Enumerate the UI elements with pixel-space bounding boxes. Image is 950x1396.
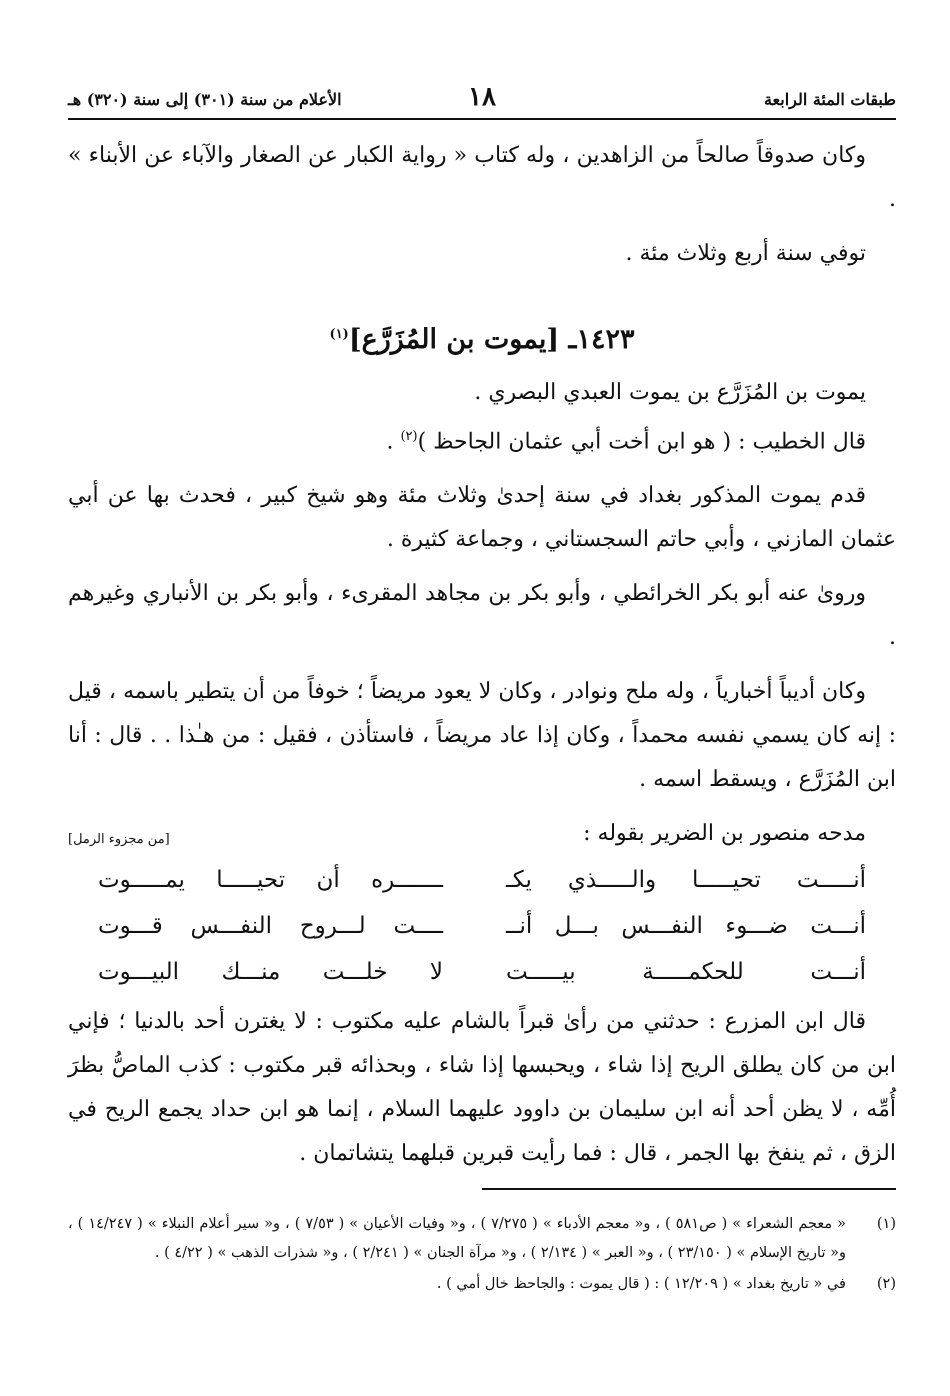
poem <box>68 858 896 996</box>
running-header <box>68 82 896 118</box>
paragraph: يموت بن المُزَرَّع بن يموت العبدي البصري . <box>474 380 866 405</box>
quote-text: قال الخطيب : ( هو ابن أخت أبي عثمان الجاحظ ) <box>417 429 866 455</box>
paragraph: وكان صدوقاً صالحاً من الزاهدين ، وله كتاب « رواية الكبار عن الصغار والآباء عن الأبناء » . <box>68 143 896 212</box>
verse-second-hemistich: ـــــــره أن تحيـــــا يمـــــوت <box>98 867 443 894</box>
header-volume-range: الأعلام من سنة (٣٠١) إلى سنة (٣٢٠) هـ <box>68 90 342 109</box>
poem-intro <box>68 812 896 856</box>
paragraph: وروىٰ عنه أبو بكر الخرائطي ، وأبو بكر بن مجاهد المقرىء ، وأبو بكر بن الأنباري وغيرهم . <box>68 581 896 651</box>
footnote-ref: (١) <box>329 327 349 342</box>
poem-meter: [من مجزوء الرمل] <box>68 832 170 848</box>
quote-end: . <box>386 429 401 455</box>
verse-first-hemistich: أنـــت ضـــوء النفـــس بـــل أنــ <box>506 913 866 940</box>
footnote <box>68 1210 896 1268</box>
poem-verse <box>68 904 896 950</box>
paragraph <box>68 415 896 464</box>
header-rule <box>68 118 896 120</box>
verse-second-hemistich: ــــت لـــروح النفـــس قـــوت <box>98 913 443 940</box>
paragraph: قدم يموت المذكور بغداد في سنة إحدىٰ وثلاث مئة وهو شيخ كبير ، فحدث بها عن أبي عثمان المازني ، وأبي حاتم السجستاني ، وجماعة كثيرة . <box>68 483 896 553</box>
footnote-rule <box>482 1188 896 1190</box>
poem-verse <box>68 950 896 996</box>
footnote-ref: (٢) <box>400 429 418 444</box>
header-section-title: طبقات المئة الرابعة <box>763 90 896 109</box>
paragraph: وكان أديباً أخبارياً ، وله ملح ونوادر ، وكان لا يعود مريضاً ؛ خوفاً من أن يتطير باسمه ، قيل : إنه كان يسمي نفسه محمداً ، وكان إذا عاد مريضاً ، فاستأذن ، فقيل : من هـٰذا . . قال : أنا ابن المُزَرَّع ، ويسقط اسمه . <box>68 679 896 793</box>
paragraph: قال ابن المزرع : حدثني من رأىٰ قبراً بالشام عليه مكتوب : لا يغترن أحد بالدنيا ؛ فإني ابن من كان يطلق الريح إذا شاء ، ويحبسها إذا شاء ، وبحذائه قبر مكتوب : كذب الماصُّ بظرَ أُمِّه ، لا يظن أحد أنه ابن سليمان بن داوود عليهما السلام ، إنما هو ابن حداد يجمع الريح في الزق ، ثم ينفخ بها الجمر ، قال : فما رأيت قبرين قبلهما يتشاتمان . <box>68 1009 896 1167</box>
entry-title-text: ١٤٢٣ـ [يموت بن المُزَرَّع] <box>348 324 635 355</box>
paragraph: توفي سنة أربع وثلاث مئة . <box>625 241 866 266</box>
footnote <box>68 1270 896 1299</box>
verse-second-hemistich: لا خلـــت منـــك البيـــوت <box>98 959 443 986</box>
footnote-text: « معجم الشعراء » ( ص٥٨١ ) ، و« معجم الأدباء » ( ٧/٢٧٥ ) ، و« وفيات الأعيان » ( ٧/٥٣ ) ، و« سير أعلام النبلاء » ( ١٤/٢٤٧ ) ، و« تاريخ الإسلام » ( ٢٣/١٥٠ ) ، و« العبر » ( ٢/١٣٤ ) ، و« مرآة الجنان » ( ٢/٢٤١ ) ، و« شذرات الذهب » ( ٤/٢٢ ) . <box>68 1216 846 1261</box>
page-body <box>68 134 896 1176</box>
verse-first-hemistich: أنـــــت تحيـــــا والـــــذي يكـ <box>506 867 866 894</box>
poem-intro-text: مدحه منصور بن الضرير بقوله : <box>583 821 866 847</box>
footnote-number: (٢) <box>876 1276 896 1292</box>
page-number: ١٨ <box>468 82 496 112</box>
verse-first-hemistich: أنـــت للحكمـــــة بيـــــت <box>506 959 866 986</box>
poem-verse <box>68 858 896 904</box>
entry-title <box>68 310 896 365</box>
footnotes <box>68 1210 896 1301</box>
footnote-text: في « تاريخ بغداد » ( ١٢/٢٠٩ ) : ( قال يموت : والجاحظ خال أمي ) . <box>436 1276 846 1292</box>
footnote-number: (١) <box>876 1216 896 1232</box>
